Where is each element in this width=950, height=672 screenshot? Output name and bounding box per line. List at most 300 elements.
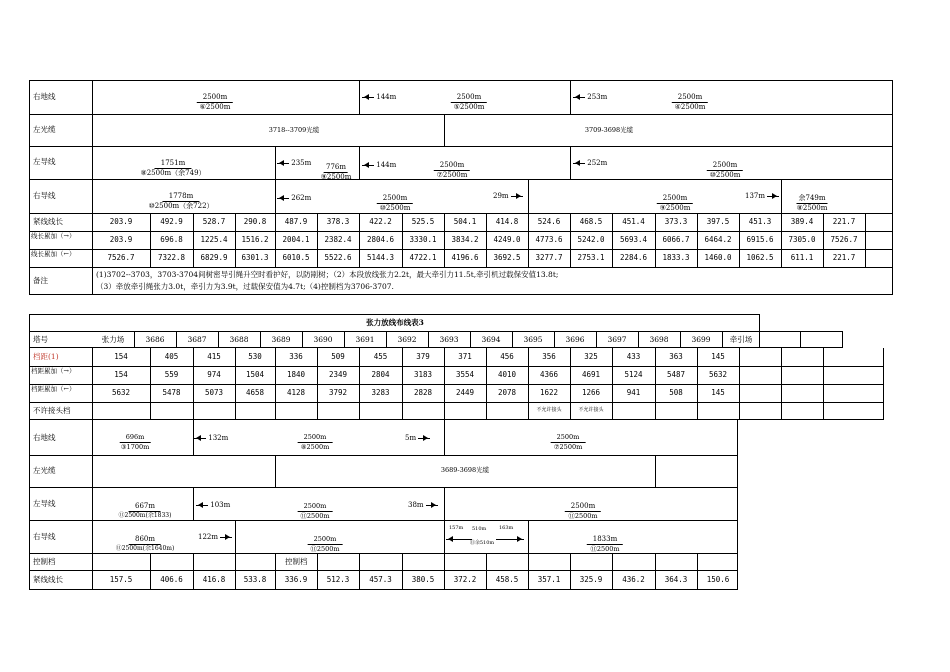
table-cell: 373.3 [664, 217, 688, 226]
table-cell: 150.6 [706, 575, 730, 584]
table-cell: 457.3 [369, 575, 392, 584]
divider [444, 553, 445, 590]
divider [739, 348, 740, 420]
table-cell: 290.8 [243, 217, 267, 226]
divider [697, 213, 698, 267]
table-cell: 7322.8 [157, 253, 186, 262]
table-cell: 363 [669, 352, 683, 361]
segment-length: 2500m [434, 162, 470, 171]
segment-label [451, 84, 487, 111]
left-arrow-icon [194, 438, 206, 439]
row-label-left-fiber: 左光缆 [33, 125, 56, 134]
table-cell: 1516.2 [241, 235, 269, 244]
divider [317, 348, 318, 420]
table-cell: 405 [164, 352, 179, 361]
divider [235, 520, 236, 553]
divider [359, 213, 360, 267]
row-label-right-conductor: 右导线 [33, 532, 56, 541]
segment-label [148, 183, 213, 210]
segment-length: 2500m [298, 503, 333, 512]
table-cell: 3792 [328, 388, 348, 397]
table-cell: 2804.6 [366, 235, 395, 244]
row-label-remark: 备注 [33, 276, 48, 285]
table-cell: 2078 [497, 388, 517, 397]
table-cell: 157.5 [109, 575, 133, 584]
table-cell: 7526.7 [830, 235, 858, 244]
tower-label: 牵引场 [729, 335, 753, 344]
table-cell: 3183 [413, 370, 433, 379]
table-cell: 379 [416, 352, 430, 361]
divider [193, 553, 194, 590]
segment-label [657, 185, 693, 212]
arrow-length: 5m [405, 434, 417, 442]
table-cell: 3692.5 [493, 253, 521, 262]
segment-reel: ⑪2500m [310, 545, 340, 553]
control-span-flag: 控制档 [285, 557, 308, 566]
tower-label: 3699 [691, 335, 711, 344]
segment-label [565, 493, 601, 520]
arrow-label [362, 162, 396, 169]
divider [612, 553, 613, 590]
table-cell: 433 [626, 352, 641, 361]
divider [554, 331, 555, 348]
right-arrow-icon [767, 196, 779, 197]
tower-label: 3690 [313, 335, 333, 344]
table-cell: 7526.7 [107, 253, 135, 262]
row-label-left-conductor: 左导线 [33, 157, 56, 166]
divider [444, 348, 445, 420]
divider [680, 331, 681, 348]
divider [134, 331, 135, 348]
segment-length: 2500m [707, 162, 743, 171]
arrow-label [277, 160, 311, 167]
table-cell: 458.5 [495, 575, 519, 584]
table-cell: 530 [248, 352, 262, 361]
left-arrow-icon [362, 165, 374, 166]
row-label-left-fiber: 左光缆 [33, 466, 56, 475]
divider [655, 553, 656, 590]
table-cell: 508 [669, 388, 683, 397]
divider [359, 80, 360, 114]
segment-reel: ⑨2500m [659, 204, 691, 212]
table-cell: 4658 [245, 388, 265, 397]
tower-label: 3695 [523, 335, 543, 344]
segment-length: 2500m [672, 94, 708, 103]
table-cell: 1062.5 [746, 253, 774, 262]
table-cell: 468.5 [579, 217, 603, 226]
divider [317, 553, 318, 590]
divider [386, 331, 387, 348]
divider [359, 348, 360, 420]
table-cell: 559 [164, 370, 179, 379]
segment-length: 2500m [308, 536, 343, 545]
arrow-length: 252m [587, 159, 608, 167]
table-cell: 4249.0 [493, 235, 521, 244]
table-cell: 6915.6 [746, 235, 774, 244]
divider [29, 553, 738, 554]
divider [29, 384, 884, 385]
table-cell: 611.1 [790, 253, 814, 262]
table-cell: 4691 [581, 370, 601, 379]
divider [739, 213, 740, 267]
divider [486, 553, 487, 590]
row-label-right-ground: 右地线 [33, 92, 56, 101]
table-cell: 4366 [539, 370, 559, 379]
segment-label [377, 185, 413, 212]
segment-label [298, 493, 333, 520]
divider [570, 146, 571, 179]
divider [29, 455, 738, 456]
table-cell: 380.5 [411, 575, 435, 584]
table-cell: 4128 [286, 388, 306, 397]
table-cell: 5144.3 [366, 253, 395, 262]
divider [781, 348, 782, 420]
table-cell: 5632 [708, 370, 728, 379]
divider [570, 213, 571, 267]
table-cell: 371 [458, 352, 472, 361]
table-cell: 524.6 [537, 217, 561, 226]
table-cell: 406.6 [160, 575, 183, 584]
table-cell: 2284.6 [619, 253, 648, 262]
table-cell: 1266 [581, 388, 601, 397]
left-arrow-icon [277, 163, 289, 164]
table-cell: 3330.1 [409, 235, 437, 244]
divider [402, 213, 403, 267]
divider [596, 331, 597, 348]
divider [150, 348, 151, 420]
table-cell: 5522.6 [324, 253, 352, 262]
divider [29, 520, 738, 521]
divider [823, 213, 824, 267]
row-label-span: 档距(1) [33, 352, 59, 361]
row-label-cum-backward: 档距累加（←） [31, 385, 76, 393]
segment-label [298, 424, 333, 451]
divider [302, 331, 303, 348]
table-cell: 378.3 [326, 217, 350, 226]
left-arrow-icon [446, 539, 472, 540]
divider [29, 249, 893, 250]
divider [275, 213, 276, 267]
divider [865, 213, 866, 267]
row-label-left-conductor: 左导线 [33, 499, 56, 508]
divider [29, 366, 884, 367]
arrow-length: 103m [210, 501, 231, 509]
divider [29, 114, 893, 115]
row-label-cum-forward: 档距累加（→） [31, 367, 76, 375]
right-arrow-icon [511, 196, 523, 197]
segment-length: 2500m [451, 94, 487, 103]
table-cell: 5693.4 [619, 235, 648, 244]
divider [486, 213, 487, 267]
divider [402, 348, 403, 420]
segment-reel: ⑥2500m [199, 103, 231, 111]
arrow-length: 144m [376, 93, 397, 101]
table-cell: 1622 [539, 388, 559, 397]
row-label-control: 控制档 [33, 557, 56, 566]
table-cell: 7305.0 [788, 235, 816, 244]
divider [781, 179, 782, 213]
table-cell: 528.7 [202, 217, 226, 226]
table-cell: 6301.3 [241, 253, 269, 262]
arrow-length: 157m [449, 525, 464, 531]
table-cell: 533.8 [243, 575, 267, 584]
table-cell: 974 [207, 370, 221, 379]
right-arrow-icon [426, 505, 438, 506]
table-cell: 2004.1 [282, 235, 310, 244]
tower-label: 3691 [355, 335, 375, 344]
tower-label: 3692 [397, 335, 417, 344]
arrow-length: 132m [208, 434, 229, 442]
arrow-length: 253m [587, 93, 608, 101]
table-cell: 6066.7 [662, 235, 690, 244]
table-cell: 3277.7 [535, 253, 563, 262]
table-cell: 941 [626, 388, 641, 397]
table-cell: 145 [711, 352, 725, 361]
arrow-length: 29m [493, 192, 509, 200]
arrow-label [196, 502, 230, 509]
divider [444, 487, 445, 520]
row-label-right-ground: 右地线 [33, 433, 56, 442]
segment-length: 2500m [565, 503, 601, 512]
table-cell: 356 [542, 352, 556, 361]
table-cell: 5478 [162, 388, 181, 397]
left-arrow-icon [277, 198, 289, 199]
segment-length: 余749m [798, 194, 826, 202]
segment-length: 2500m [197, 94, 233, 103]
table-cell: 5632 [111, 388, 131, 397]
divider [235, 348, 236, 420]
segment-length: 2500m [298, 434, 333, 443]
tower-label: 3697 [607, 335, 627, 344]
table-cell: 5242.0 [577, 235, 605, 244]
fiber-span-label: 3718--3709光缆 [268, 126, 320, 134]
arrow-label [573, 94, 607, 101]
segment-reel: ⑪2500m [300, 512, 330, 520]
table-cell: 5487 [666, 370, 686, 379]
segment-length: 860m [129, 536, 161, 545]
arrow-label [446, 536, 472, 543]
table-cell: 2449 [455, 388, 475, 397]
segment-length: 1751m [155, 160, 191, 169]
arrow-label [405, 435, 430, 442]
divider [444, 114, 445, 146]
divider [570, 348, 571, 420]
divider [193, 213, 194, 267]
row-label-cum-backward: 线长累加（←） [31, 250, 76, 258]
divider [402, 553, 403, 590]
segment-length: 2500m [551, 434, 586, 443]
segment-label [672, 84, 708, 111]
segment-label [308, 526, 343, 553]
divider [150, 553, 151, 590]
table-cell: 455 [373, 352, 388, 361]
row-label-tight-length: 紧线线长 [33, 575, 63, 584]
fiber-span-label: 3689-3698光缆 [440, 466, 490, 474]
divider [317, 213, 318, 267]
segment-label [551, 424, 586, 451]
arrow-label [496, 536, 524, 543]
table-cell: 1840 [286, 370, 306, 379]
divider [444, 420, 445, 455]
divider [638, 331, 639, 348]
table-cell: 203.9 [109, 217, 133, 226]
segment-label [116, 526, 175, 552]
divider [92, 80, 93, 295]
arrow-length: 122m [198, 533, 218, 541]
table-cell: 372.2 [453, 575, 477, 584]
table-cell: 451.4 [622, 217, 645, 226]
table-cell: 4773.6 [535, 235, 563, 244]
remark-line: (1)3702--3703，3703-3704间树密导引绳升空时看护好，以防剐树；（2）本段放线张力2.2t，最大牵引力11.5t,牵引机过载保安值13.8t; [96, 270, 559, 279]
table-cell: 6010.5 [282, 253, 310, 262]
table-cell: 2828 [413, 388, 433, 397]
table-cell: 2382.4 [324, 235, 352, 244]
left-arrow-icon [573, 163, 585, 164]
divider [512, 331, 513, 348]
arrow-label [194, 435, 228, 442]
divider [800, 331, 801, 348]
divider [92, 348, 93, 590]
segment-reel: ⑧2500m（余749） [140, 169, 206, 177]
segment-reel: ⑩2500m [709, 171, 741, 179]
table-cell: 422.2 [369, 217, 392, 226]
divider [722, 331, 723, 348]
table-cell: 6464.2 [704, 235, 732, 244]
tower-label: 3693 [439, 335, 459, 344]
table-cell: 364.3 [664, 575, 688, 584]
table-cell: 487.9 [284, 217, 308, 226]
row-label-no-joint: 不许接头档 [33, 406, 71, 415]
divider [470, 331, 471, 348]
table-cell: 5073 [204, 388, 224, 397]
table-cell: 221.7 [832, 253, 856, 262]
segment-length: 776m [325, 163, 346, 171]
segment-reel: ⑪2500m(余1640m) [115, 545, 175, 552]
arrow-length: 38m [408, 501, 424, 509]
divider [612, 213, 613, 267]
left-arrow-icon [196, 505, 208, 506]
row-label-tight-length: 紧线线长 [33, 217, 63, 226]
tower-label: 3686 [145, 335, 165, 344]
segment-reel: ⑨2500m [320, 173, 352, 181]
divider [218, 331, 219, 348]
divider [344, 331, 345, 348]
divider [260, 331, 261, 348]
segment-length: 1778m [163, 193, 199, 202]
segment-label [140, 150, 205, 177]
segment-reel: ⑦2500m [553, 443, 583, 451]
tower-row-extra [760, 331, 843, 348]
divider [528, 213, 529, 267]
segment-label [587, 526, 623, 553]
divider [275, 553, 276, 590]
divider [275, 455, 276, 487]
table-cell: 2804 [371, 370, 390, 379]
table-cell: 397.5 [706, 217, 730, 226]
left-arrow-icon [362, 97, 374, 98]
right-arrow-icon [220, 537, 232, 538]
divider [29, 267, 893, 268]
tower-label: 3687 [187, 335, 207, 344]
divider [697, 348, 698, 420]
remark-line: （3）牵放牵引绳张力3.0t，牵引力为3.9t，过载保安值为4.7t;（4)控制档为3706-3707. [96, 282, 394, 291]
table-cell: 504.1 [453, 217, 477, 226]
divider [823, 348, 824, 420]
left-arrow-icon [573, 97, 585, 98]
divider [235, 553, 236, 590]
segment-reel: ⑪余510m [469, 540, 495, 546]
divider [29, 570, 738, 571]
table-cell: 4010 [497, 370, 517, 379]
tower-label: 3698 [649, 335, 669, 344]
table-cell: 336.9 [284, 575, 308, 584]
table-cell: 154 [114, 352, 128, 361]
table-cell: 1460.0 [704, 253, 732, 262]
divider [29, 231, 893, 232]
divider [570, 80, 571, 114]
table-cell: 4722.1 [409, 253, 437, 262]
table-cell: 336 [289, 352, 303, 361]
segment-reel: ⑤2500m [453, 103, 485, 111]
table-cell: 451.3 [748, 217, 772, 226]
divider [570, 553, 571, 590]
divider [176, 331, 177, 348]
divider [528, 348, 529, 420]
divider [150, 213, 151, 267]
divider [29, 402, 884, 403]
arrow-label [198, 534, 232, 541]
tower-label: 张力场 [101, 335, 125, 344]
segment-reel: ⑪2500m [590, 545, 620, 553]
segment-reel: ④2500m [674, 103, 706, 111]
divider [29, 146, 893, 147]
segment-reel: ⑪2500m(余1833) [118, 512, 172, 519]
segment-label [120, 424, 151, 451]
divider [655, 455, 656, 487]
arrow-label [745, 193, 779, 200]
divider [781, 213, 782, 267]
table-cell: 145 [711, 388, 725, 397]
table-cell: 492.9 [160, 217, 183, 226]
segment-reel: ⑪2500m [568, 512, 598, 520]
no-joint-flag: 不允许接头 [578, 407, 604, 413]
divider [29, 179, 893, 180]
segment-length: 2500m [377, 195, 413, 204]
segment-reel: ⑩2500m [379, 204, 411, 212]
arrow-label [573, 160, 607, 167]
segment-reel: ⑧2500m [300, 443, 330, 451]
segment-reel: ⑩2500m（余722） [148, 202, 214, 210]
arrow-length: 163m [499, 525, 514, 531]
row-label-right-conductor: 右导线 [33, 191, 56, 200]
table-cell: 525.5 [411, 217, 435, 226]
table-cell: 436.2 [622, 575, 645, 584]
divider [486, 348, 487, 420]
tower-label: 3696 [565, 335, 585, 344]
table-title: 张力放线布线表3 [366, 318, 424, 327]
segment-reel: ③1700m [120, 443, 150, 451]
row-label-cum-forward: 线长累加（→） [31, 232, 76, 240]
table-cell: 3834.2 [451, 235, 479, 244]
divider [655, 348, 656, 420]
table-cell: 1833.3 [662, 253, 690, 262]
arrow-length: 262m [291, 194, 312, 202]
divider [528, 553, 529, 590]
divider [359, 553, 360, 590]
divider [444, 213, 445, 267]
table-cell: 415 [207, 352, 221, 361]
table-cell: 3283 [371, 388, 390, 397]
